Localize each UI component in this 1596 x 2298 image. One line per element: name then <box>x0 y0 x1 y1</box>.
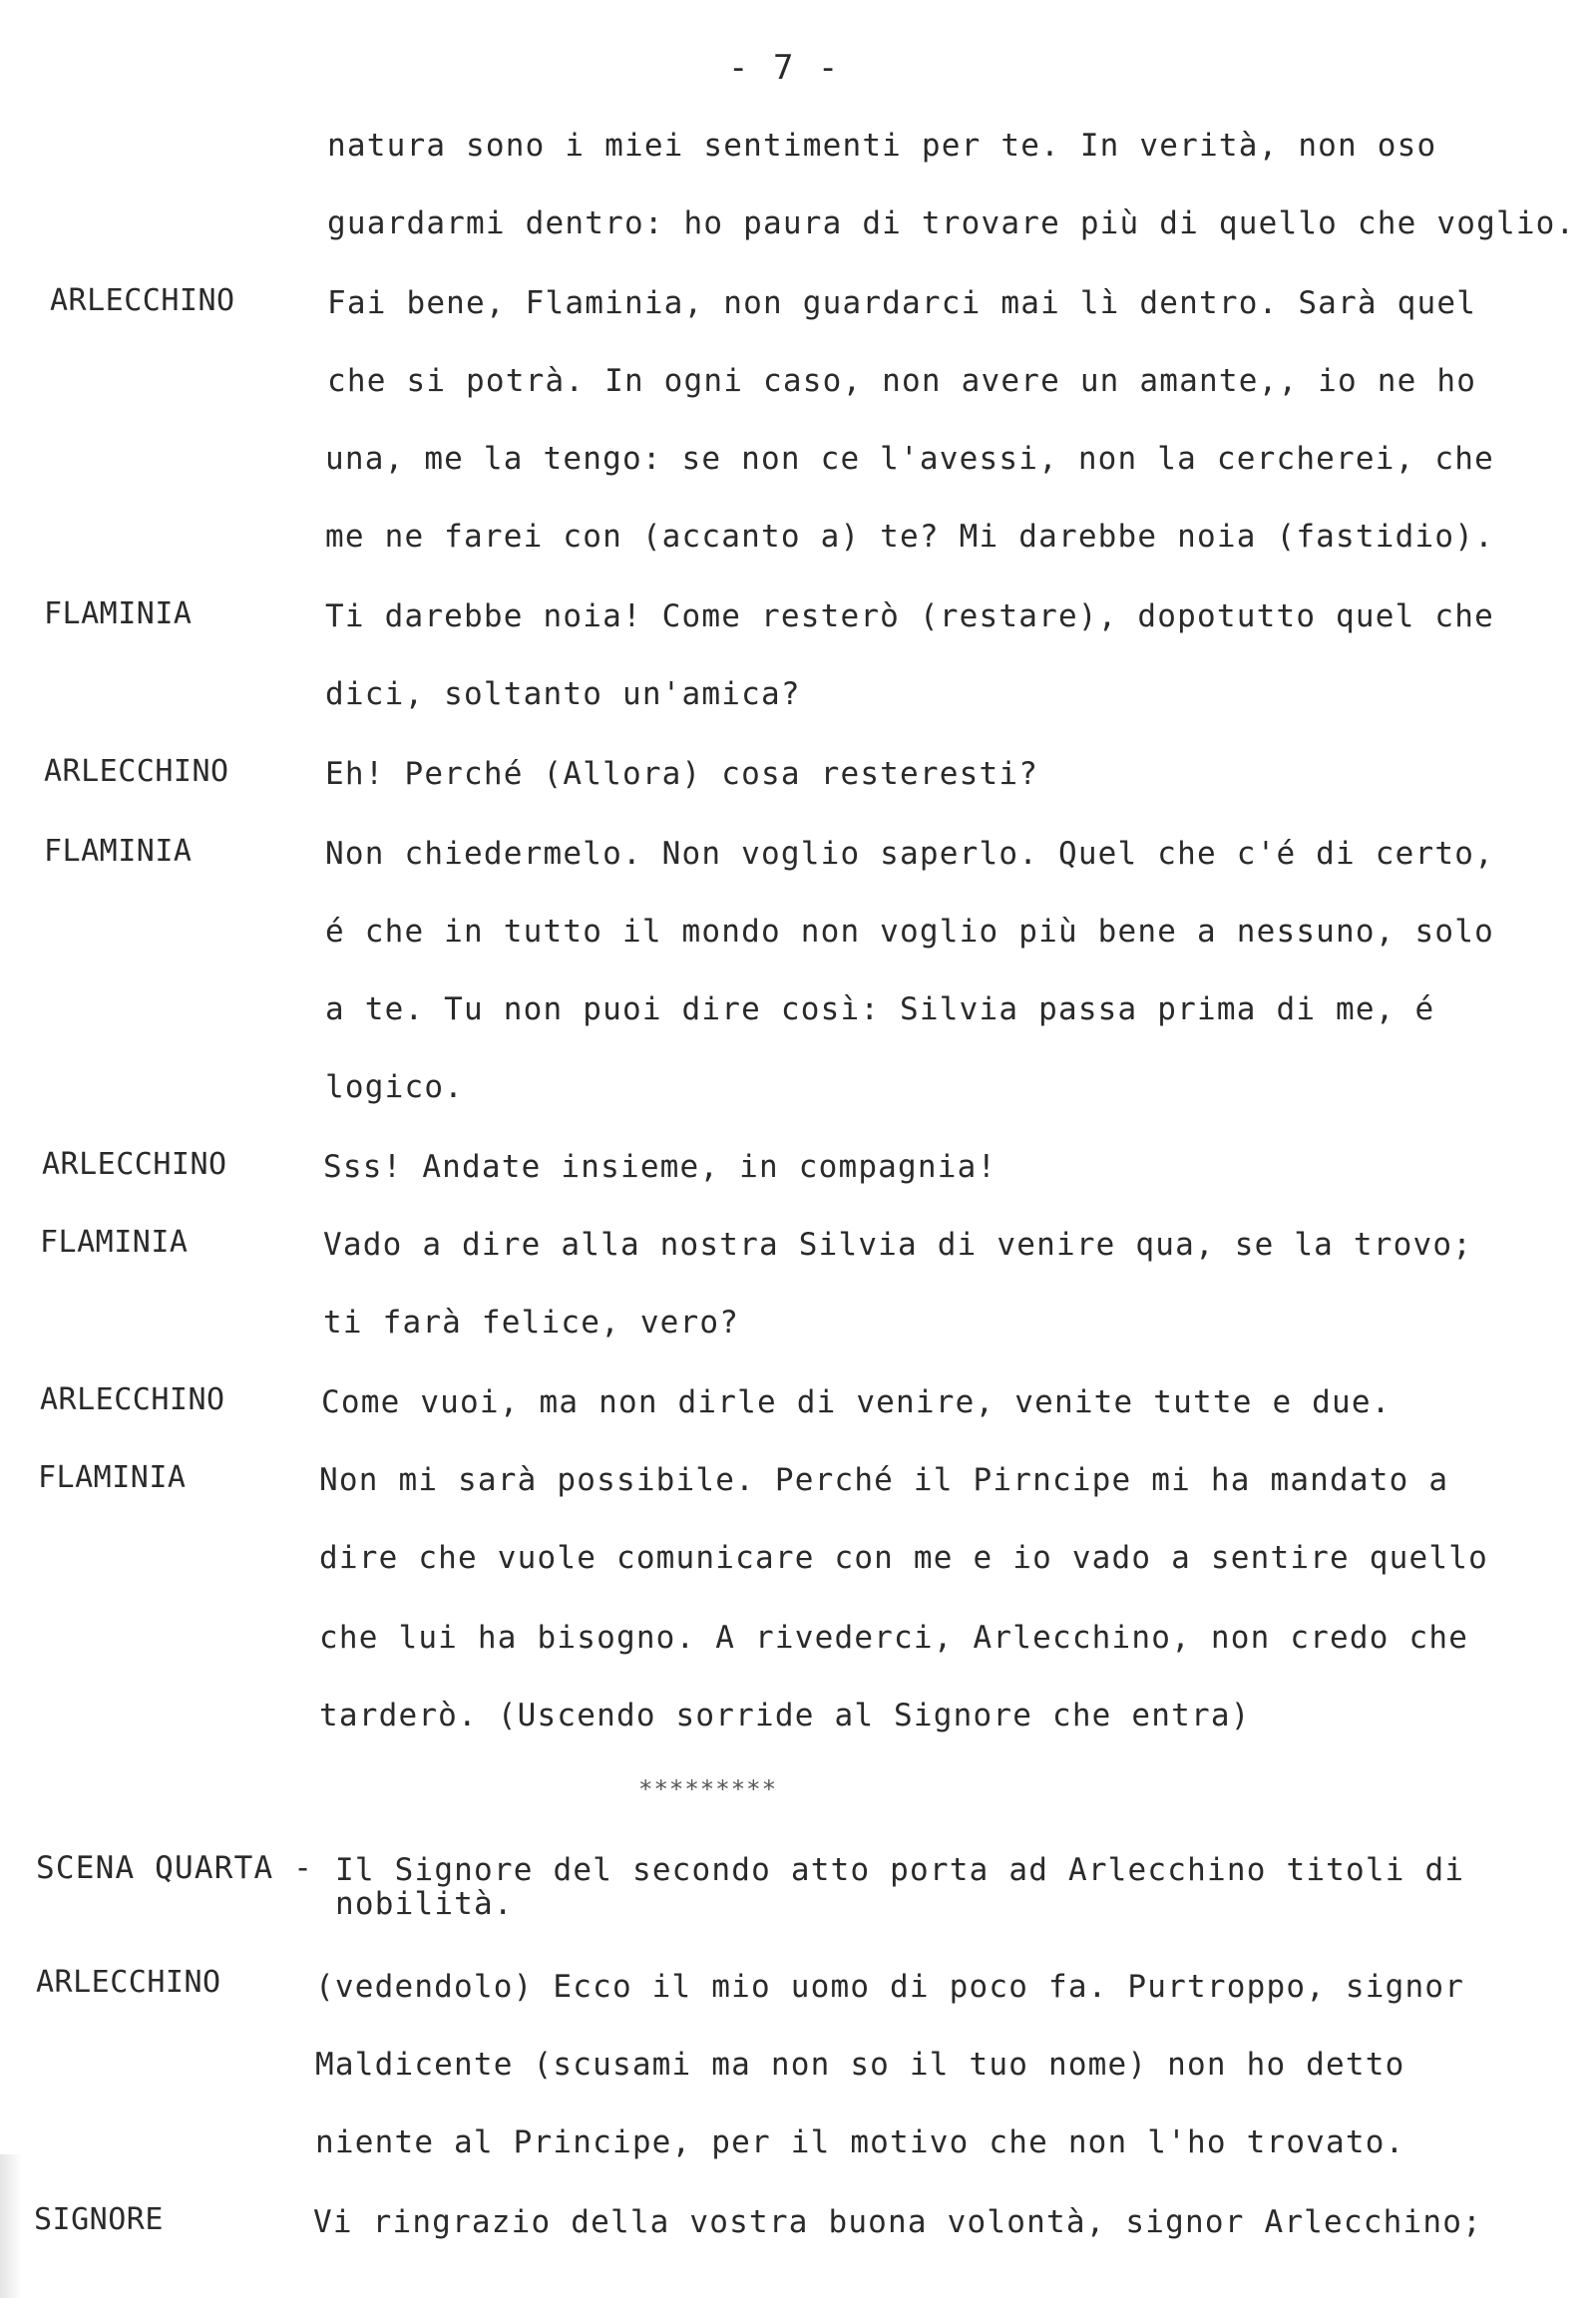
dialogue-line: Come vuoi, ma non dirle di venire, venite tutte e due. <box>321 1384 1392 1420</box>
dialogue-line: Non chiedermelo. Non voglio saperlo. Quel che c'é di certo, <box>325 836 1494 872</box>
dialogue-line: Eh! Perché (Allora) cosa resteresti? <box>325 756 1039 792</box>
dialogue-line: logico. <box>325 1069 465 1105</box>
scene-label: SCENA QUARTA - <box>36 1850 314 1886</box>
dialogue-line: (vedendolo) Ecco il mio uomo di poco fa. Purtroppo, signor <box>315 1969 1465 2005</box>
dialogue-line: Vado a dire alla nostra Silvia di venire qua, se la trovo; <box>323 1227 1473 1263</box>
dialogue-line: Maldicente (scusami ma non so il tuo nome) non ho detto <box>315 2047 1405 2083</box>
dialogue-line: tarderò. (Uscendo sorride al Signore che entra) <box>319 1698 1251 1733</box>
scene-description-line: Il Signore del secondo atto porta ad Arlecchino titoli di <box>335 1852 1465 1888</box>
dialogue-line: Vi ringrazio della vostra buona volontà, signor Arlecchino; <box>313 2204 1482 2240</box>
dialogue-line: natura sono i miei sentimenti per te. In verità, non oso <box>327 128 1437 164</box>
dialogue-line: é che in tutto il mondo non voglio più bene a nessuno, solo <box>325 914 1494 950</box>
speaker-name: FLAMINIA <box>44 834 193 869</box>
speaker-name: ARLECCHINO <box>40 1382 225 1417</box>
dialogue-line: Ti darebbe noia! Come resterò (restare), dopotutto quel che <box>325 598 1494 634</box>
dialogue-line: Sss! Andate insieme, in compagnia! <box>323 1149 998 1185</box>
speaker-name: FLAMINIA <box>38 1460 187 1495</box>
speaker-name: SIGNORE <box>34 2202 164 2237</box>
scene-separator: ********* <box>638 1775 778 1803</box>
dialogue-line: guardarmi dentro: ho paura di trovare più di quello che voglio. <box>327 205 1576 241</box>
dialogue-line: Fai bene, Flaminia, non guardarci mai lì dentro. Sarà quel <box>327 285 1477 321</box>
dialogue-line: dire che vuole comunicare con me e io vado a sentire quello <box>319 1540 1488 1576</box>
scene-description-line: nobilità. <box>335 1886 514 1922</box>
dialogue-line: ti farà felice, vero? <box>323 1305 740 1340</box>
speaker-name: FLAMINIA <box>44 596 193 631</box>
dialogue-line: dici, soltanto un'amica? <box>325 676 801 712</box>
dialogue-line: me ne farei con (accanto a) te? Mi darebbe noia (fastidio). <box>325 519 1494 555</box>
dialogue-line: Non mi sarà possibile. Perché il Pirncipe mi ha mandato a <box>319 1462 1449 1498</box>
dialogue-line: niente al Principe, per il motivo che non l'ho trovato. <box>315 2124 1405 2160</box>
dialogue-line: una, me la tengo: se non ce l'avessi, non la cercherei, che <box>325 441 1494 477</box>
scan-edge-shadow <box>0 2154 22 2298</box>
dialogue-line: che lui ha bisogno. A rivederci, Arlecchino, non credo che <box>319 1620 1469 1656</box>
speaker-name: ARLECCHINO <box>42 1147 227 1182</box>
speaker-name: FLAMINIA <box>40 1225 189 1260</box>
page-number: - 7 - <box>728 48 841 88</box>
speaker-name: ARLECCHINO <box>44 754 229 789</box>
speaker-name: ARLECCHINO <box>50 283 235 318</box>
speaker-name: ARLECCHINO <box>36 1965 221 2000</box>
dialogue-line: a te. Tu non puoi dire così: Silvia passa prima di me, é <box>325 991 1435 1027</box>
dialogue-line: che si potrà. In ogni caso, non avere un amante,, io ne ho <box>327 363 1477 399</box>
